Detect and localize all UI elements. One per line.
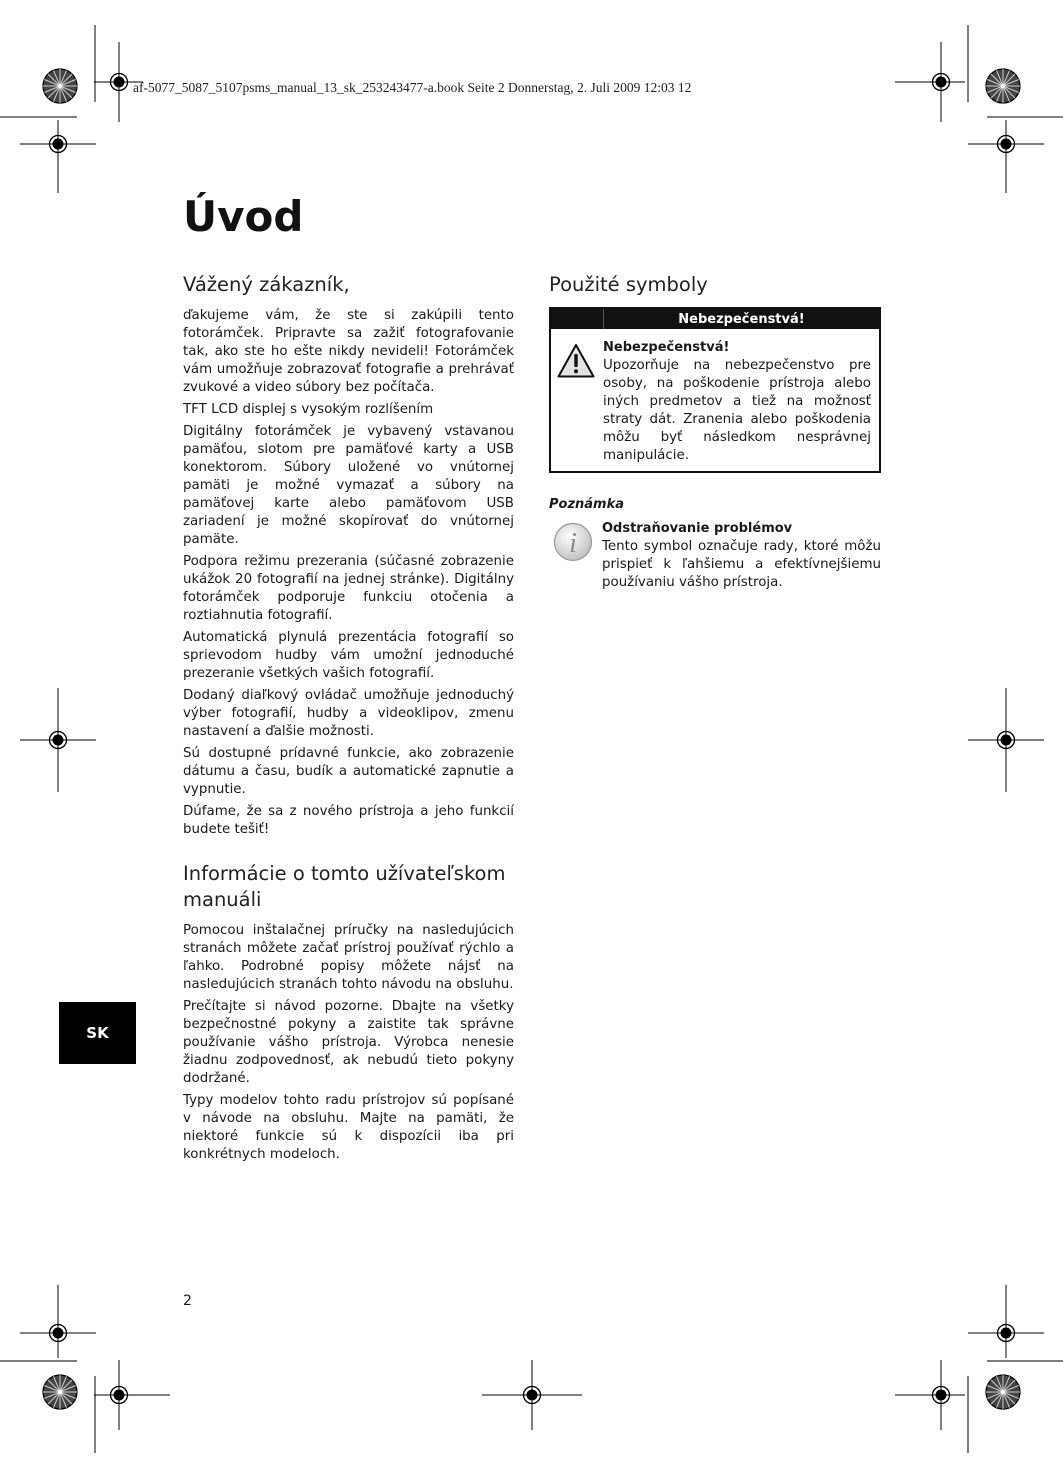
note-text: Tento symbol označuje rady, ktoré môžu prispieť k ľahšiemu a efektívnejšiemu používaniu vášho prístroja. — [602, 539, 881, 591]
paragraph: Sú dostupné prídavné funkcie, ako zobrazenie dátumu a času, budík a automatické zapnutie a vypnutie. — [183, 746, 514, 798]
note-title: Odstraňovanie problémov — [602, 521, 793, 537]
paragraph: Dúfame, že sa z nového prístroja a jeho funkcií budete tešiť! — [183, 804, 514, 838]
paragraph: Typy modelov tohto radu prístrojov sú popísané v návode na obsluhu. Majte na pamäti, že niektoré funkcie sú k dispozícii iba pri konkrétnych modeloch. — [183, 1093, 514, 1163]
warning-triangle-icon — [557, 339, 603, 465]
paragraph: Prečítajte si návod pozorne. Dbajte na všetky bezpečnostné pokyny a zaistite tak správne používanie vášho prístroja. Výrobca nenesie žiadnu zodpovednosť, ak nebudú tieto pokyny dodržané. — [183, 999, 514, 1087]
section-heading-dear-customer: Vážený zákazník, — [183, 273, 350, 296]
paragraph: TFT LCD displej s vysokým rozlíšením — [183, 402, 434, 418]
svg-text:i: i — [569, 528, 577, 560]
warning-text: Upozorňuje na nebezpečenstvo pre osoby, na poškodenie prístroja alebo iných predmetov a tiež na možnosť straty dát. Zranenia alebo poškodenia môžu byť následkom nesprávnej manipulácie. — [603, 358, 871, 464]
paragraph: Pomocou inštalačnej príručky na nasledujúcich stranách môžete začať prístroj používať rýchlo a ľahko. Podrobné popisy môžete nájsť na nasledujúcich stranách tohto návodu na obsluhu. — [183, 923, 514, 993]
paragraph: Automatická plynulá prezentácia fotografií so sprievodom hudby vám umožní jednoduché prezeranie všetkých vašich fotografií. — [183, 630, 514, 682]
page-number: 2 — [183, 1293, 192, 1309]
note-block — [549, 520, 881, 592]
section-heading-symbols: Použité symboly — [549, 273, 708, 296]
page-title: Úvod — [183, 192, 304, 241]
warning-title: Nebezpečenstvá! — [603, 340, 730, 356]
paragraph: ďakujeme vám, že ste si zakúpili tento fotorámček. Pripravte sa zažiť fotografovanie tak, ako ste ho ešte nikdy nevideli! Fotorámček vám umožňuje zobrazovať fotografie a prehrávať zvukové a video súbory bez počítača. — [183, 308, 514, 396]
right-column — [549, 272, 881, 592]
section-heading-manual-info: Informácie o tomto užívateľskom manuáli — [183, 862, 506, 911]
paragraph: Dodaný diaľkový ovládač umožňuje jednoduchý výber fotografií, hudby a videoklipov, zmenu nastavení a ďalšie možnosti. — [183, 688, 514, 740]
warning-box — [549, 307, 881, 473]
warning-box-header — [551, 309, 879, 329]
info-icon — [553, 520, 602, 592]
paragraph: Podpora režimu prezerania (súčasné zobrazenie ukážok 20 fotografií na jednej stránke). Digitálny fotorámček podporuje funkciu otočenia a roztiahnutia fotografií. — [183, 554, 514, 624]
note-label: Poznámka — [549, 497, 625, 513]
paragraph: Digitálny fotorámček je vybavený vstavanou pamäťou, slotom pre pamäťové karty a USB konektorom. Súbory uložené vo vnútornej pamäti je možné vymazať a súbory na pamäťovej karte alebo pamäťovom USB zariadení je možné skopírovať do vnútornej pamäte. — [183, 424, 514, 548]
left-column — [183, 272, 514, 1168]
print-header: af-5077_5087_5107psms_manual_13_sk_253243477-a.book Seite 2 Donnerstag, 2. Juli 2009 12:03 12 — [133, 80, 692, 95]
warning-header-label: Nebezpečenstvá! — [678, 311, 805, 327]
language-tab: SK — [59, 1002, 136, 1064]
